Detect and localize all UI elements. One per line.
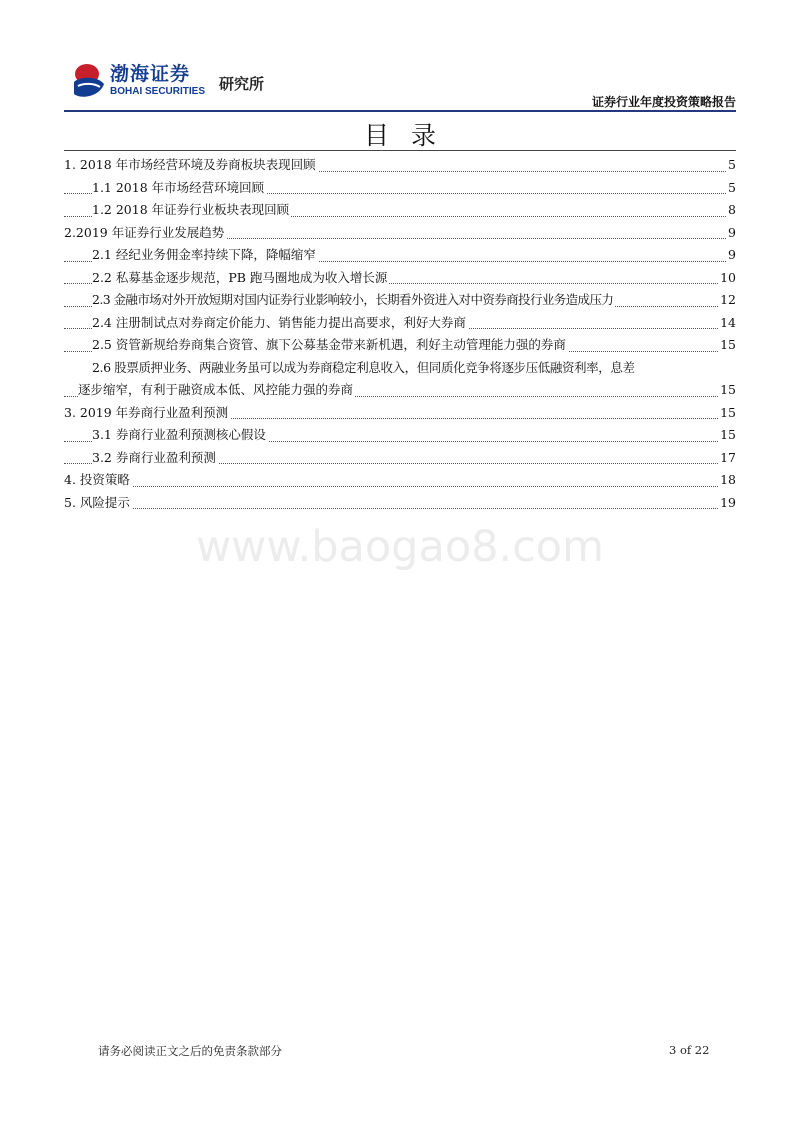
page-header [64,58,736,110]
toc-entry-label: 3.2 券商行业盈利预测 [92,449,216,465]
toc-entry-label: 4. 投资策略 [64,472,130,487]
report-type-title: 证券行业年度投资策略报告 [591,95,736,109]
toc-entry-page: 12 [718,289,736,312]
header-divider [64,110,736,112]
toc-entry-label: 2.1 经纪业务佣金率持续下降，降幅缩窄 [92,247,316,262]
toc-entry-label: 2.2019 年证券行业发展趋势 [64,224,225,240]
toc-entry-page: 15 [718,334,736,357]
toc-divider [64,150,736,151]
research-department: 研究所 [219,75,265,93]
toc-entry-page: 15 [718,379,736,402]
toc-entry-label: 5. 风险提示 [64,494,130,510]
toc-entry-page: 17 [718,447,736,470]
toc-entry-page: 5 [726,177,736,200]
toc-entry-label: 1. 2018 年市场经营环境及券商板块表现回顾 [64,157,316,172]
toc-entry-3-1[interactable] [64,424,736,447]
bohai-logo-icon [72,60,106,100]
toc-entry-label: 3.1 券商行业盈利预测核心假设 [92,427,266,442]
toc-entry-2-3[interactable] [64,289,736,312]
toc-entry-2-5[interactable] [64,334,736,357]
watermark: www.baogao8.com [196,522,604,572]
toc-entry-page: 15 [718,424,736,447]
toc-entry-label: 2.5 资管新规给券商集合资管、旗下公募基金带来新机遇，利好主动管理能力强的券商 [92,337,566,352]
toc-entry-4[interactable] [64,469,736,492]
toc-entry-1-2[interactable] [64,199,736,222]
footer-disclaimer: 请务必阅读正文之后的免责条款部分 [98,1044,282,1058]
toc-entry-2-1[interactable] [64,244,736,267]
toc-entry-2[interactable] [64,222,736,245]
toc-entry-label: 1.1 2018 年市场经营环境回顾 [92,179,265,195]
toc-entry-page: 15 [718,402,736,425]
toc-entry-label: 2.2 私募基金逐步规范，PB 跑马圈地成为收入增长源 [92,269,388,285]
toc-entry-page: 14 [718,312,736,335]
toc-entry-page: 5 [726,154,736,177]
footer-page-number: 3 of 22 [669,1043,710,1057]
dot-leader [64,486,736,487]
toc-entry-2-4[interactable] [64,312,736,335]
toc-entry-label: 1.2 2018 年证券行业板块表现回顾 [92,202,290,217]
toc-entry-label-continued: 逐步缩窄，有利于融资成本低、风控能力强的券商 [78,379,355,402]
toc-entry-page: 10 [718,267,736,290]
toc-entry-label: 3. 2019 年券商行业盈利预测 [64,404,229,420]
toc-entry-label: 2.4 注册制试点对券商定价能力、销售能力提出高要求，利好大券商 [92,314,466,330]
toc-title: 目录 [363,121,458,150]
toc-entry-1[interactable] [64,154,736,177]
toc-entry-2-6[interactable] [64,357,736,402]
toc-entry-2-2[interactable] [64,267,736,290]
dot-leader [64,508,736,509]
toc-entry-page: 9 [726,222,736,245]
logo-chinese-name: 渤海证券 [110,63,191,85]
table-of-contents [64,154,736,514]
logo-english-name: BOHAI SECURITIES [110,86,206,97]
toc-entry-label: 2.6 股票质押业务、两融业务虽可以成为券商稳定利息收入，但同质化竞争将逐步压低融资利率，息差 [92,359,635,375]
toc-entry-page: 19 [718,492,736,515]
toc-entry-page: 18 [718,469,736,492]
toc-entry-1-1[interactable] [64,177,736,200]
toc-entry-page: 8 [726,199,736,222]
toc-entry-3[interactable] [64,402,736,425]
toc-entry-5[interactable] [64,492,736,515]
toc-entry-page: 9 [726,244,736,267]
toc-entry-label: 2.3 金融市场对外开放短期对国内证券行业影响较小，长期看外资进入对中资券商投行业务造成压力 [92,292,614,307]
toc-entry-3-2[interactable] [64,447,736,470]
